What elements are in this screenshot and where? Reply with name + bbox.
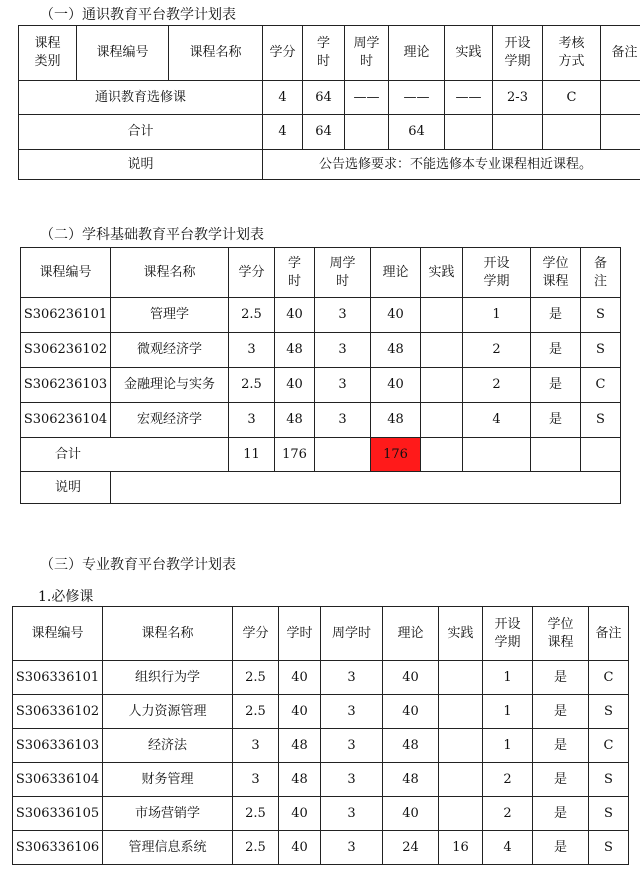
hours: 40 <box>279 831 321 865</box>
practice-hours: 16 <box>439 831 483 865</box>
term: 2 <box>463 333 531 368</box>
total-label: 合计 <box>21 438 229 472</box>
table-row <box>21 333 621 368</box>
credit: 2.5 <box>233 797 279 831</box>
header-cell: 实践 <box>445 26 493 81</box>
credit: 3 <box>229 333 275 368</box>
table-row <box>21 368 621 403</box>
practice-hours <box>439 797 483 831</box>
course-name: 组织行为学 <box>103 661 233 695</box>
practice-hours <box>421 403 463 438</box>
table-row <box>13 763 629 797</box>
table-row <box>13 831 629 865</box>
required-course-subtitle: 1.必修课 <box>38 589 94 605</box>
weekly-hours: 3 <box>321 695 383 729</box>
term: 2 <box>483 763 533 797</box>
note: S <box>589 695 629 729</box>
total-label: 合计 <box>19 115 263 150</box>
course-code: S306336102 <box>13 695 103 729</box>
table-row <box>19 81 640 115</box>
practice-hours <box>421 298 463 333</box>
credit: 2.5 <box>233 831 279 865</box>
header-cell: 课程编号 <box>77 26 169 81</box>
header-cell: 考核 方式 <box>543 26 601 81</box>
professional-required-table <box>12 606 629 865</box>
theory-hours: 40 <box>383 661 439 695</box>
credit: 3 <box>229 403 275 438</box>
header-cell: 学 时 <box>303 26 345 81</box>
term: 1 <box>483 695 533 729</box>
course-name: 人力资源管理 <box>103 695 233 729</box>
table-header-row <box>19 26 640 81</box>
hours: 48 <box>279 729 321 763</box>
practice-hours <box>439 695 483 729</box>
theory-hours: 40 <box>383 695 439 729</box>
note: C <box>589 729 629 763</box>
theory-hours: 48 <box>371 403 421 438</box>
credit: 4 <box>263 81 303 115</box>
credit: 2.5 <box>229 298 275 333</box>
course-name: 经济法 <box>103 729 233 763</box>
hours: 48 <box>275 403 315 438</box>
course-code: S306236103 <box>21 368 111 403</box>
total-row <box>21 438 621 472</box>
empty-cell <box>531 438 581 472</box>
credit: 2.5 <box>233 695 279 729</box>
course-code: S306236101 <box>21 298 111 333</box>
header-cell: 课程名称 <box>169 26 263 81</box>
practice-hours <box>439 763 483 797</box>
empty-cell <box>421 438 463 472</box>
header-cell: 实践 <box>421 248 463 298</box>
header-cell: 备注 <box>601 26 640 81</box>
practice-hours <box>439 729 483 763</box>
header-cell: 学时 <box>279 607 321 661</box>
theory-hours: 48 <box>383 763 439 797</box>
header-cell: 理论 <box>389 26 445 81</box>
term: 2 <box>483 797 533 831</box>
header-cell: 学分 <box>229 248 275 298</box>
section3-title: （三）专业教育平台教学计划表 <box>40 557 236 573</box>
course-code: S306336104 <box>13 763 103 797</box>
header-cell: 周学 时 <box>345 26 389 81</box>
theory-hours: —— <box>389 81 445 115</box>
course-name: 微观经济学 <box>111 333 229 368</box>
degree-course: 是 <box>531 333 581 368</box>
header-cell: 理论 <box>371 248 421 298</box>
course-code: S306336106 <box>13 831 103 865</box>
term: 4 <box>483 831 533 865</box>
note: S <box>589 763 629 797</box>
weekly-hours: 3 <box>315 333 371 368</box>
table-header-row <box>21 248 621 298</box>
term: 1 <box>483 729 533 763</box>
header-cell: 开设 学期 <box>493 26 543 81</box>
theory-hours: 24 <box>383 831 439 865</box>
header-cell: 课程编号 <box>13 607 103 661</box>
total-hours: 176 <box>275 438 315 472</box>
header-cell: 开设 学期 <box>463 248 531 298</box>
course-name: 金融理论与实务 <box>111 368 229 403</box>
credit: 2.5 <box>233 661 279 695</box>
degree-course: 是 <box>531 403 581 438</box>
weekly-hours: 3 <box>321 661 383 695</box>
table-row <box>13 729 629 763</box>
credit: 2.5 <box>229 368 275 403</box>
degree-course: 是 <box>533 831 589 865</box>
table-row <box>13 797 629 831</box>
theory-hours: 40 <box>371 298 421 333</box>
empty-cell <box>543 115 601 150</box>
course-name: 管理信息系统 <box>103 831 233 865</box>
remark-text: 公告选修要求：不能选修本专业课程相近课程。 <box>263 150 640 180</box>
note <box>601 81 640 115</box>
note: S <box>581 403 621 438</box>
course-name: 财务管理 <box>103 763 233 797</box>
total-credit: 4 <box>263 115 303 150</box>
header-cell: 备注 <box>589 607 629 661</box>
header-cell: 课程名称 <box>103 607 233 661</box>
total-hours: 64 <box>303 115 345 150</box>
practice-hours: —— <box>445 81 493 115</box>
degree-course: 是 <box>533 797 589 831</box>
theory-hours: 40 <box>383 797 439 831</box>
remark-text <box>111 472 621 504</box>
header-cell: 课程编号 <box>21 248 111 298</box>
header-cell: 周学 时 <box>315 248 371 298</box>
practice-hours <box>439 661 483 695</box>
course-code: S306336103 <box>13 729 103 763</box>
course-code: S306336105 <box>13 797 103 831</box>
remark-row <box>19 150 640 180</box>
degree-course: 是 <box>531 368 581 403</box>
weekly-hours: 3 <box>315 368 371 403</box>
header-cell: 学 时 <box>275 248 315 298</box>
hours: 40 <box>275 298 315 333</box>
hours: 48 <box>275 333 315 368</box>
table-header-row <box>13 607 629 661</box>
practice-hours <box>421 368 463 403</box>
note: S <box>589 797 629 831</box>
header-cell: 周学时 <box>321 607 383 661</box>
weekly-hours: 3 <box>315 298 371 333</box>
general-education-table <box>18 25 640 180</box>
table-row <box>21 298 621 333</box>
header-cell: 学位 课程 <box>533 607 589 661</box>
empty-cell <box>315 438 371 472</box>
note: C <box>589 661 629 695</box>
header-cell: 理论 <box>383 607 439 661</box>
header-cell: 开设 学期 <box>483 607 533 661</box>
remark-label: 说明 <box>19 150 263 180</box>
note: S <box>581 333 621 368</box>
degree-course: 是 <box>533 763 589 797</box>
total-credit: 11 <box>229 438 275 472</box>
empty-cell <box>581 438 621 472</box>
header-cell: 课程名称 <box>111 248 229 298</box>
course-code: S306236102 <box>21 333 111 368</box>
course-code: S306236104 <box>21 403 111 438</box>
weekly-hours: 3 <box>321 797 383 831</box>
empty-cell <box>445 115 493 150</box>
empty-cell <box>463 438 531 472</box>
credit: 3 <box>233 763 279 797</box>
hours: 40 <box>275 368 315 403</box>
course-name: 宏观经济学 <box>111 403 229 438</box>
header-cell: 学分 <box>233 607 279 661</box>
empty-cell <box>345 115 389 150</box>
weekly-hours: 3 <box>321 729 383 763</box>
term: 2-3 <box>493 81 543 115</box>
section1-title: （一）通识教育平台教学计划表 <box>40 7 236 23</box>
degree-course: 是 <box>533 729 589 763</box>
term: 4 <box>463 403 531 438</box>
theory-hours: 48 <box>383 729 439 763</box>
header-cell: 实践 <box>439 607 483 661</box>
total-theory-highlighted: 176 <box>371 438 421 472</box>
total-theory: 64 <box>389 115 445 150</box>
term: 1 <box>483 661 533 695</box>
degree-course: 是 <box>533 661 589 695</box>
degree-course: 是 <box>531 298 581 333</box>
empty-cell <box>493 115 543 150</box>
course-code: S306336101 <box>13 661 103 695</box>
remark-label: 说明 <box>21 472 111 504</box>
section2-title: （二）学科基础教育平台教学计划表 <box>40 227 264 243</box>
total-row <box>19 115 640 150</box>
table-row <box>13 661 629 695</box>
header-cell: 学分 <box>263 26 303 81</box>
term: 2 <box>463 368 531 403</box>
exam-method: C <box>543 81 601 115</box>
note: S <box>589 831 629 865</box>
hours: 64 <box>303 81 345 115</box>
hours: 40 <box>279 661 321 695</box>
practice-hours <box>421 333 463 368</box>
credit: 3 <box>233 729 279 763</box>
theory-hours: 48 <box>371 333 421 368</box>
weekly-hours: —— <box>345 81 389 115</box>
empty-cell <box>601 115 640 150</box>
theory-hours: 40 <box>371 368 421 403</box>
term: 1 <box>463 298 531 333</box>
header-cell: 备 注 <box>581 248 621 298</box>
note: C <box>581 368 621 403</box>
degree-course: 是 <box>533 695 589 729</box>
hours: 48 <box>279 763 321 797</box>
header-cell: 课程 类别 <box>19 26 77 81</box>
course-name: 市场营销学 <box>103 797 233 831</box>
course-name: 通识教育选修课 <box>19 81 263 115</box>
discipline-foundation-table <box>20 247 621 504</box>
table-row <box>13 695 629 729</box>
weekly-hours: 3 <box>321 763 383 797</box>
table-row <box>21 403 621 438</box>
weekly-hours: 3 <box>321 831 383 865</box>
remark-row <box>21 472 621 504</box>
course-name: 管理学 <box>111 298 229 333</box>
weekly-hours: 3 <box>315 403 371 438</box>
hours: 40 <box>279 797 321 831</box>
header-cell: 学位 课程 <box>531 248 581 298</box>
note: S <box>581 298 621 333</box>
hours: 40 <box>279 695 321 729</box>
